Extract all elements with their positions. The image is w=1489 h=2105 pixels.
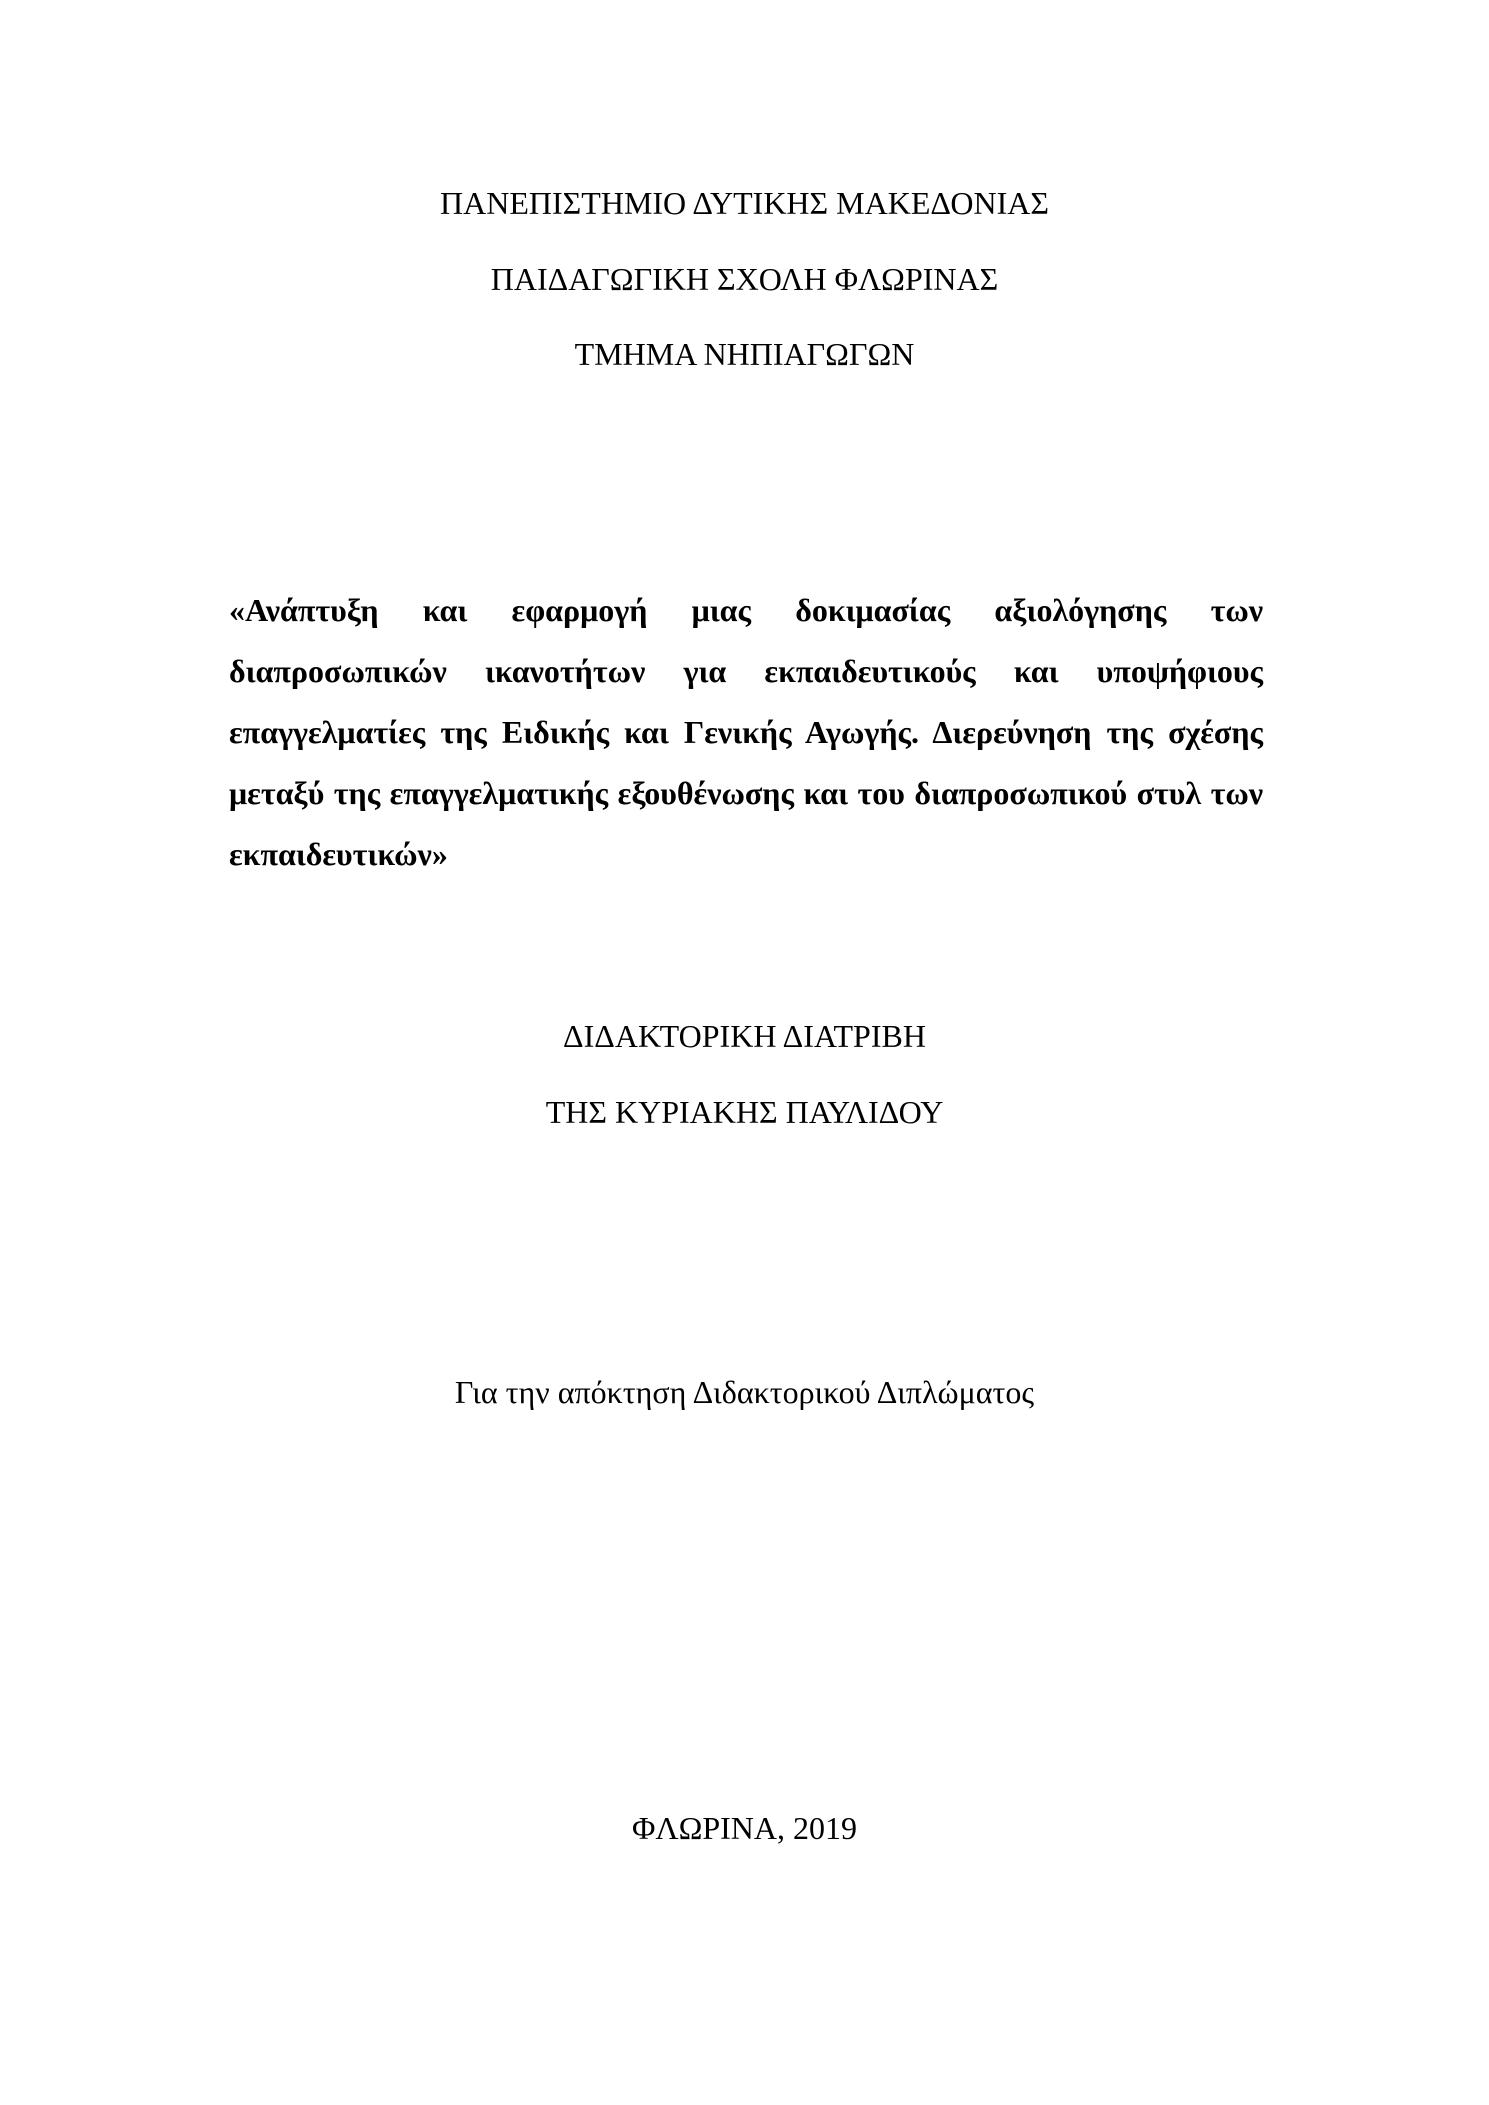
university-name: ΠΑΝΕΠΙΣΤΗΜΙΟ ΔΥΤΙΚΗΣ ΜΑΚΕΔΟΝΙΑΣ	[440, 185, 1049, 221]
author-name: ΤΗΣ ΚΥΡΙΑΚΗΣ ΠΑΥΛΙΔΟΥ	[545, 1094, 944, 1130]
place-and-year: ΦΛΩΡΙΝΑ, 2019	[631, 1810, 858, 1846]
thesis-type: ΔΙΔΑΚΤΟΡΙΚΗ ΔΙΑΤΡΙΒΗ	[563, 1018, 926, 1054]
thesis-title: «Ανάπτυξη και εφαρμογή μιας δοκιμασίας αξιολόγησης των διαπροσωπικών ικανοτήτων για εκπαιδευτικούς και υποψήφιους επαγγελματίες της Ειδικής και Γενικής Αγωγής. Διερεύνηση της σχέσης μεταξύ της επαγγελματικής εξουθένωσης και του διαπροσωπικού στυλ των εκπαιδευτικών»	[229, 592, 1263, 872]
degree-statement: Για την απόκτηση Διδακτορικού Διπλώματος	[454, 1374, 1035, 1410]
school-name: ΠΑΙΔΑΓΩΓΙΚΗ ΣΧΟΛΗ ΦΛΩΡΙΝΑΣ	[490, 261, 999, 297]
department-name: ΤΜΗΜΑ ΝΗΠΙΑΓΩΓΩΝ	[574, 336, 915, 372]
